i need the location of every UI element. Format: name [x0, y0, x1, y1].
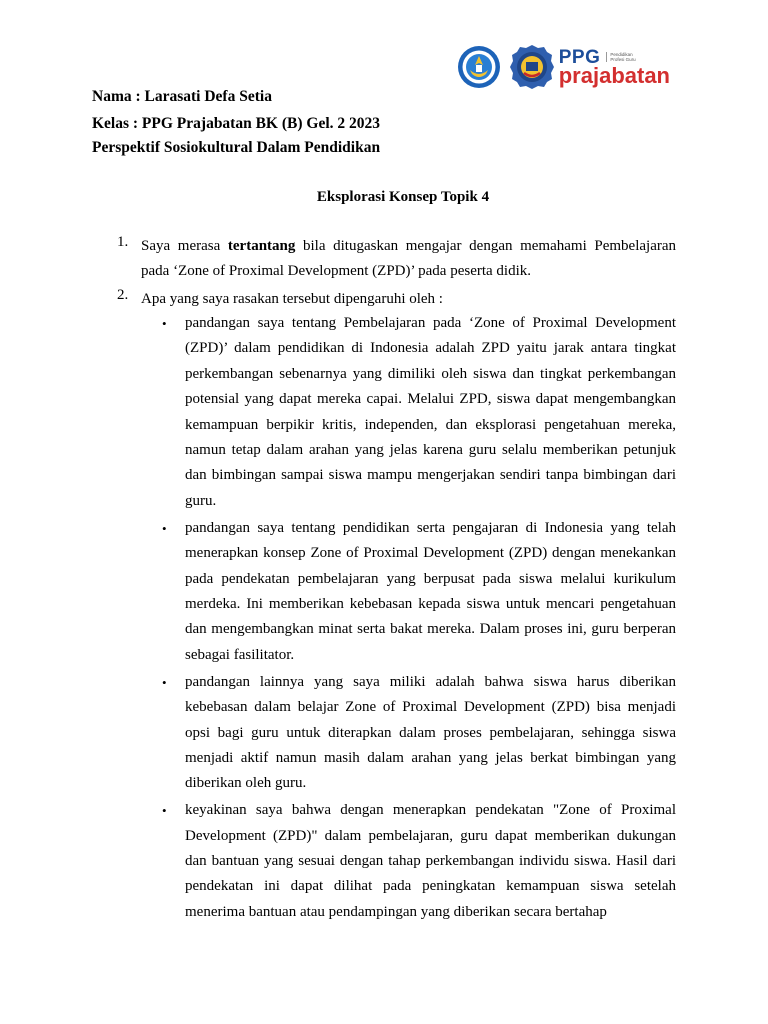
bullet-item [162, 670, 676, 797]
bullet-text: pandangan saya tentang pendidikan serta pengajaran di Indonesia yang telah menerapkan konsep Zone of Proximal Development (ZPD) dengan menekankan pada pendekatan pembelajaran yang berpusat pada siswa melalui kurikulum merdeka. Ini memberikan kebebasan kepada siswa untuk mencari pengetahuan dan mengembangkan minat serta bakat mereka. Dalam proses ini, guru berperan sebagai fasilitator. [185, 519, 676, 663]
bullet-icon: • [162, 803, 167, 819]
bullet-icon: • [162, 316, 167, 331]
document-title: Eksplorasi Konsep Topik 4 [316, 189, 490, 205]
list-item-1-text [141, 234, 676, 284]
list-item-1-bold: tertantang [227, 238, 296, 254]
bullet-icon: • [162, 674, 167, 690]
list-number: 1. [117, 234, 129, 250]
prajabatan-logo-text: prajabatan [558, 62, 670, 88]
header-logos [457, 42, 670, 92]
bullet-text: keyakinan saya bahwa dengan menerapkan pendekatan "Zone of Proximal Development (ZPD)" dalam pembelajaran, guru dapat memberikan dukungan dan bantuan yang sesuai dengan tahap perkembangan individu siswa. Hasil dari pendekatan ini dapat dilihat pada peningkatan kemampuan siswa setelah menerima bantuan atau pendampingan yang diberikan secara bertahap [185, 802, 676, 920]
class-info: Kelas : PPG Prajabatan BK (B) Gel. 2 2023 [92, 115, 381, 132]
list-item-1-text-after: bila ditugaskan mengajar dengan memahami Pembelajaran pada ‘Zone of Proximal Development (ZPD)’ pada peserta didik. [141, 238, 676, 279]
ppg-tagline: Pendidikan Profesi Guru [606, 52, 640, 63]
bullet-text: pandangan saya tentang Pembelajaran pada ‘Zone of Proximal Development (ZPD)’ dalam pendidikan di Indonesia adalah ZPD yaitu jarak antara tingkat perkembangan sebenarnya yang dimiliki oleh siswa dan tingkat perkembangan potensial yang dapat mereka capai. Melalui ZPD, siswa dapat mengembangkan kemampuan berpikir kritis, independen, dan eksplorasi pengetahuan mereka, namun tetap dalam arahan yang jelas karena guru selalu memberikan petunjuk dan bimbingan sampai siswa mampu mengerjakan sendiri tanpa bimbingan dari guru. [185, 315, 676, 509]
bullet-text: pandangan lainnya yang saya miliki adalah bahwa siswa harus diberikan kebebasan dalam belajar Zone of Proximal Development (ZPD) bisa menjadi opsi bagi guru untuk diterapkan dalam proses pembelajaran, sehingga siswa menjadi aktif namun masih dalam arahan yang jelas berkat bimbingan yang diberikan oleh guru. [185, 673, 676, 792]
bullet-item [162, 311, 676, 514]
tut-wuri-handayani-logo-icon [457, 45, 501, 89]
bullet-icon: • [162, 520, 167, 536]
list-item-2-text: Apa yang saya rasakan tersebut dipengaruhi oleh : [141, 291, 443, 307]
bullet-item [162, 798, 676, 925]
university-seal-icon [509, 44, 555, 90]
ppg-prajabatan-logo [559, 48, 670, 87]
student-name: Nama : Larasati Defa Setia [92, 88, 272, 105]
bullet-list [162, 311, 676, 927]
course-name: Perspektif Sosiokultural Dalam Pendidikan [92, 139, 381, 156]
ppg-logo-text: PPG [558, 46, 601, 68]
bullet-item [162, 516, 676, 668]
list-item-1-text-before: Saya merasa [141, 238, 228, 254]
list-number: 2. [117, 287, 129, 303]
